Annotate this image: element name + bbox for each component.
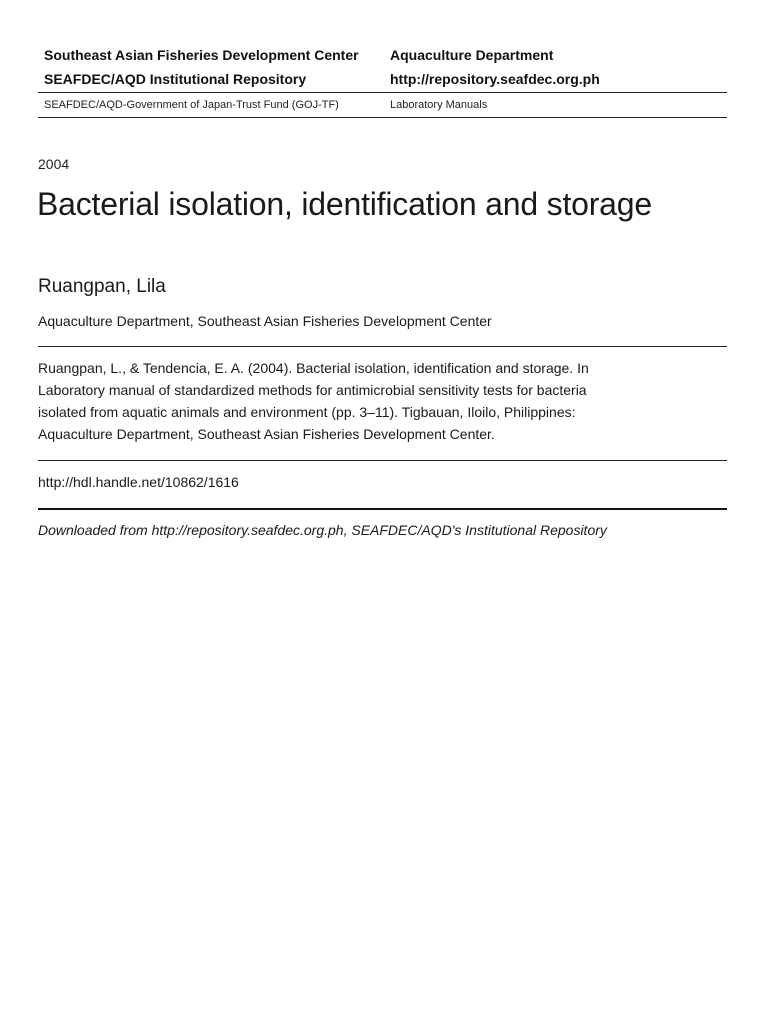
citation-line: Laboratory manual of standardized methods for antimicrobial sensitivity tests for bacteria: [38, 382, 587, 398]
repository-header: [38, 44, 727, 118]
citation-top-divider: [38, 346, 727, 347]
download-notice: Downloaded from http://repository.seafdec.org.ph, SEAFDEC/AQD's Institutional Repository: [38, 522, 607, 538]
author-affiliation: Aquaculture Department, Southeast Asian Fisheries Development Center: [38, 313, 492, 329]
citation-line: Aquaculture Department, Southeast Asian Fisheries Development Center.: [38, 426, 495, 442]
citation-line: Ruangpan, L., & Tendencia, E. A. (2004). Bacterial isolation, identification and storage. In: [38, 360, 589, 376]
author-name: Ruangpan, Lila: [38, 276, 166, 297]
header-subcollection-name[interactable]: Laboratory Manuals: [390, 99, 488, 111]
header-repository-url[interactable]: http://repository.seafdec.org.ph: [390, 71, 600, 87]
publication-year: 2004: [38, 156, 70, 172]
header-repository-name: SEAFDEC/AQD Institutional Repository: [44, 71, 307, 87]
handle-top-divider: [38, 460, 727, 461]
handle-link[interactable]: http://hdl.handle.net/10862/1616: [38, 474, 239, 490]
header-department-name: Aquaculture Department: [390, 47, 554, 63]
footer-divider: [38, 508, 727, 510]
citation-line: isolated from aquatic animals and environment (pp. 3–11). Tigbauan, Iloilo, Philippines:: [38, 404, 576, 420]
header-row-repository: [38, 66, 727, 93]
document-title: Bacterial isolation, identification and storage: [37, 186, 652, 222]
header-organization-name: Southeast Asian Fisheries Development Center: [44, 47, 359, 63]
citation-block: [38, 357, 598, 445]
header-collection-name[interactable]: SEAFDEC/AQD-Government of Japan-Trust Fund (GOJ-TF): [44, 99, 339, 111]
header-row-collection: [38, 93, 727, 118]
header-row-organization: [38, 44, 727, 66]
